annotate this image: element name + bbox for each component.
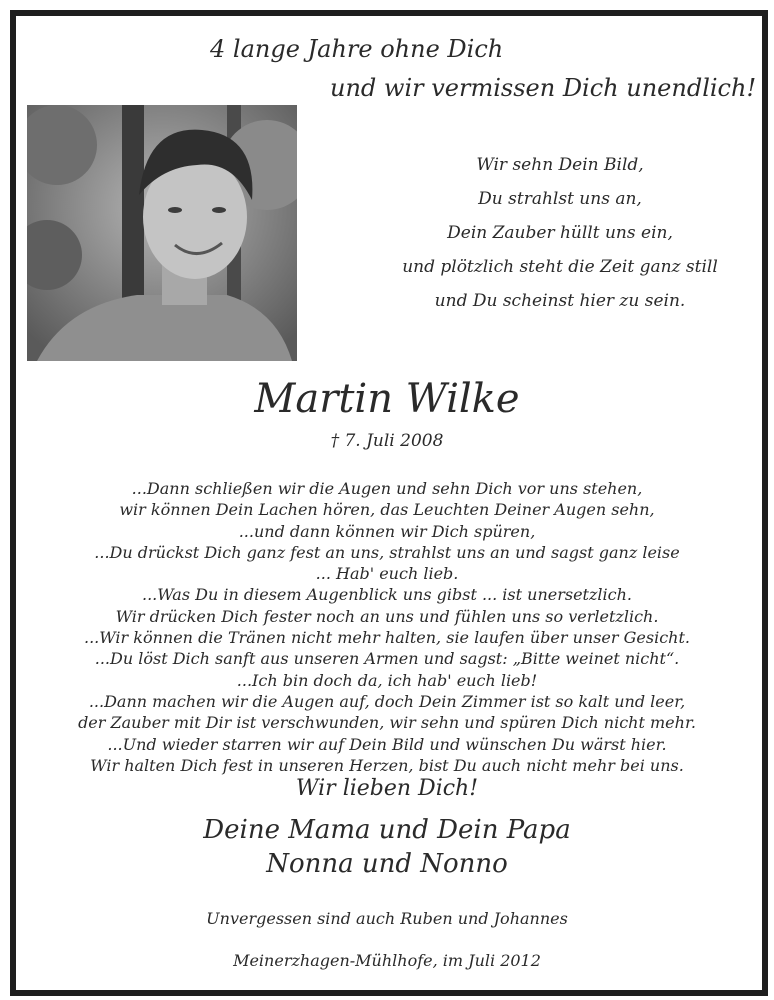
- death-date: † 7. Juli 2008: [330, 431, 444, 451]
- text-line: Wir drücken Dich fester noch an uns und fühlen uns so verletzlich.: [115, 606, 659, 626]
- text-line: wir können Dein Lachen hören, das Leuchten Deiner Augen sehn,: [119, 500, 655, 520]
- also-remembered: Unvergessen sind auch Ruben und Johannes: [206, 909, 568, 928]
- poem: [380, 148, 740, 318]
- memorial-text: [0, 478, 774, 776]
- signature-line-2: Nonna und Nonno: [266, 849, 508, 879]
- text-line: ...Wir können die Tränen nicht mehr halten, sie laufen über unser Gesicht.: [84, 628, 690, 648]
- text-line: der Zauber mit Dir ist verschwunden, wir sehn und spüren Dich nicht mehr.: [78, 713, 696, 733]
- text-line: ...Dann machen wir die Augen auf, doch Dein Zimmer ist so kalt und leer,: [88, 691, 686, 711]
- text-line: ...und dann können wir Dich spüren,: [238, 521, 536, 541]
- heading-line-2: und wir vermissen Dich unendlich!: [330, 74, 757, 102]
- portrait-photo: [27, 105, 297, 361]
- text-line: ... Hab' euch lieb.: [315, 564, 459, 584]
- signature-line-1: Deine Mama und Dein Papa: [203, 815, 571, 845]
- love-line: Wir lieben Dich!: [295, 776, 479, 801]
- text-line: ...Was Du in diesem Augenblick uns gibst ... ist unersetzlich.: [141, 585, 632, 605]
- place-date: Meinerzhagen-Mühlhofe, im Juli 2012: [233, 951, 541, 970]
- deceased-name: Martin Wilke: [254, 376, 520, 422]
- text-line: ...Dann schließen wir die Augen und sehn Dich vor uns stehen,: [131, 479, 643, 498]
- poem-line: Du strahlst uns an,: [478, 189, 642, 209]
- text-line: ...Und wieder starren wir auf Dein Bild und wünschen Du wärst hier.: [107, 734, 667, 754]
- poem-line: Wir sehn Dein Bild,: [476, 155, 644, 175]
- text-line: Wir halten Dich fest in unseren Herzen, bist Du auch nicht mehr bei uns.: [90, 755, 684, 775]
- poem-line: Dein Zauber hüllt uns ein,: [447, 223, 673, 243]
- heading-line-1: 4 lange Jahre ohne Dich: [210, 35, 504, 63]
- poem-line: und plötzlich steht die Zeit ganz still: [402, 257, 718, 277]
- text-line: ...Ich bin doch da, ich hab' euch lieb!: [236, 670, 538, 690]
- text-line: ...Du drückst Dich ganz fest an uns, strahlst uns an und sagst ganz leise: [94, 542, 680, 562]
- text-line: ...Du löst Dich sanft aus unseren Armen und sagst: „Bitte weinet nicht“.: [94, 649, 680, 669]
- poem-line: und Du scheinst hier zu sein.: [434, 291, 686, 311]
